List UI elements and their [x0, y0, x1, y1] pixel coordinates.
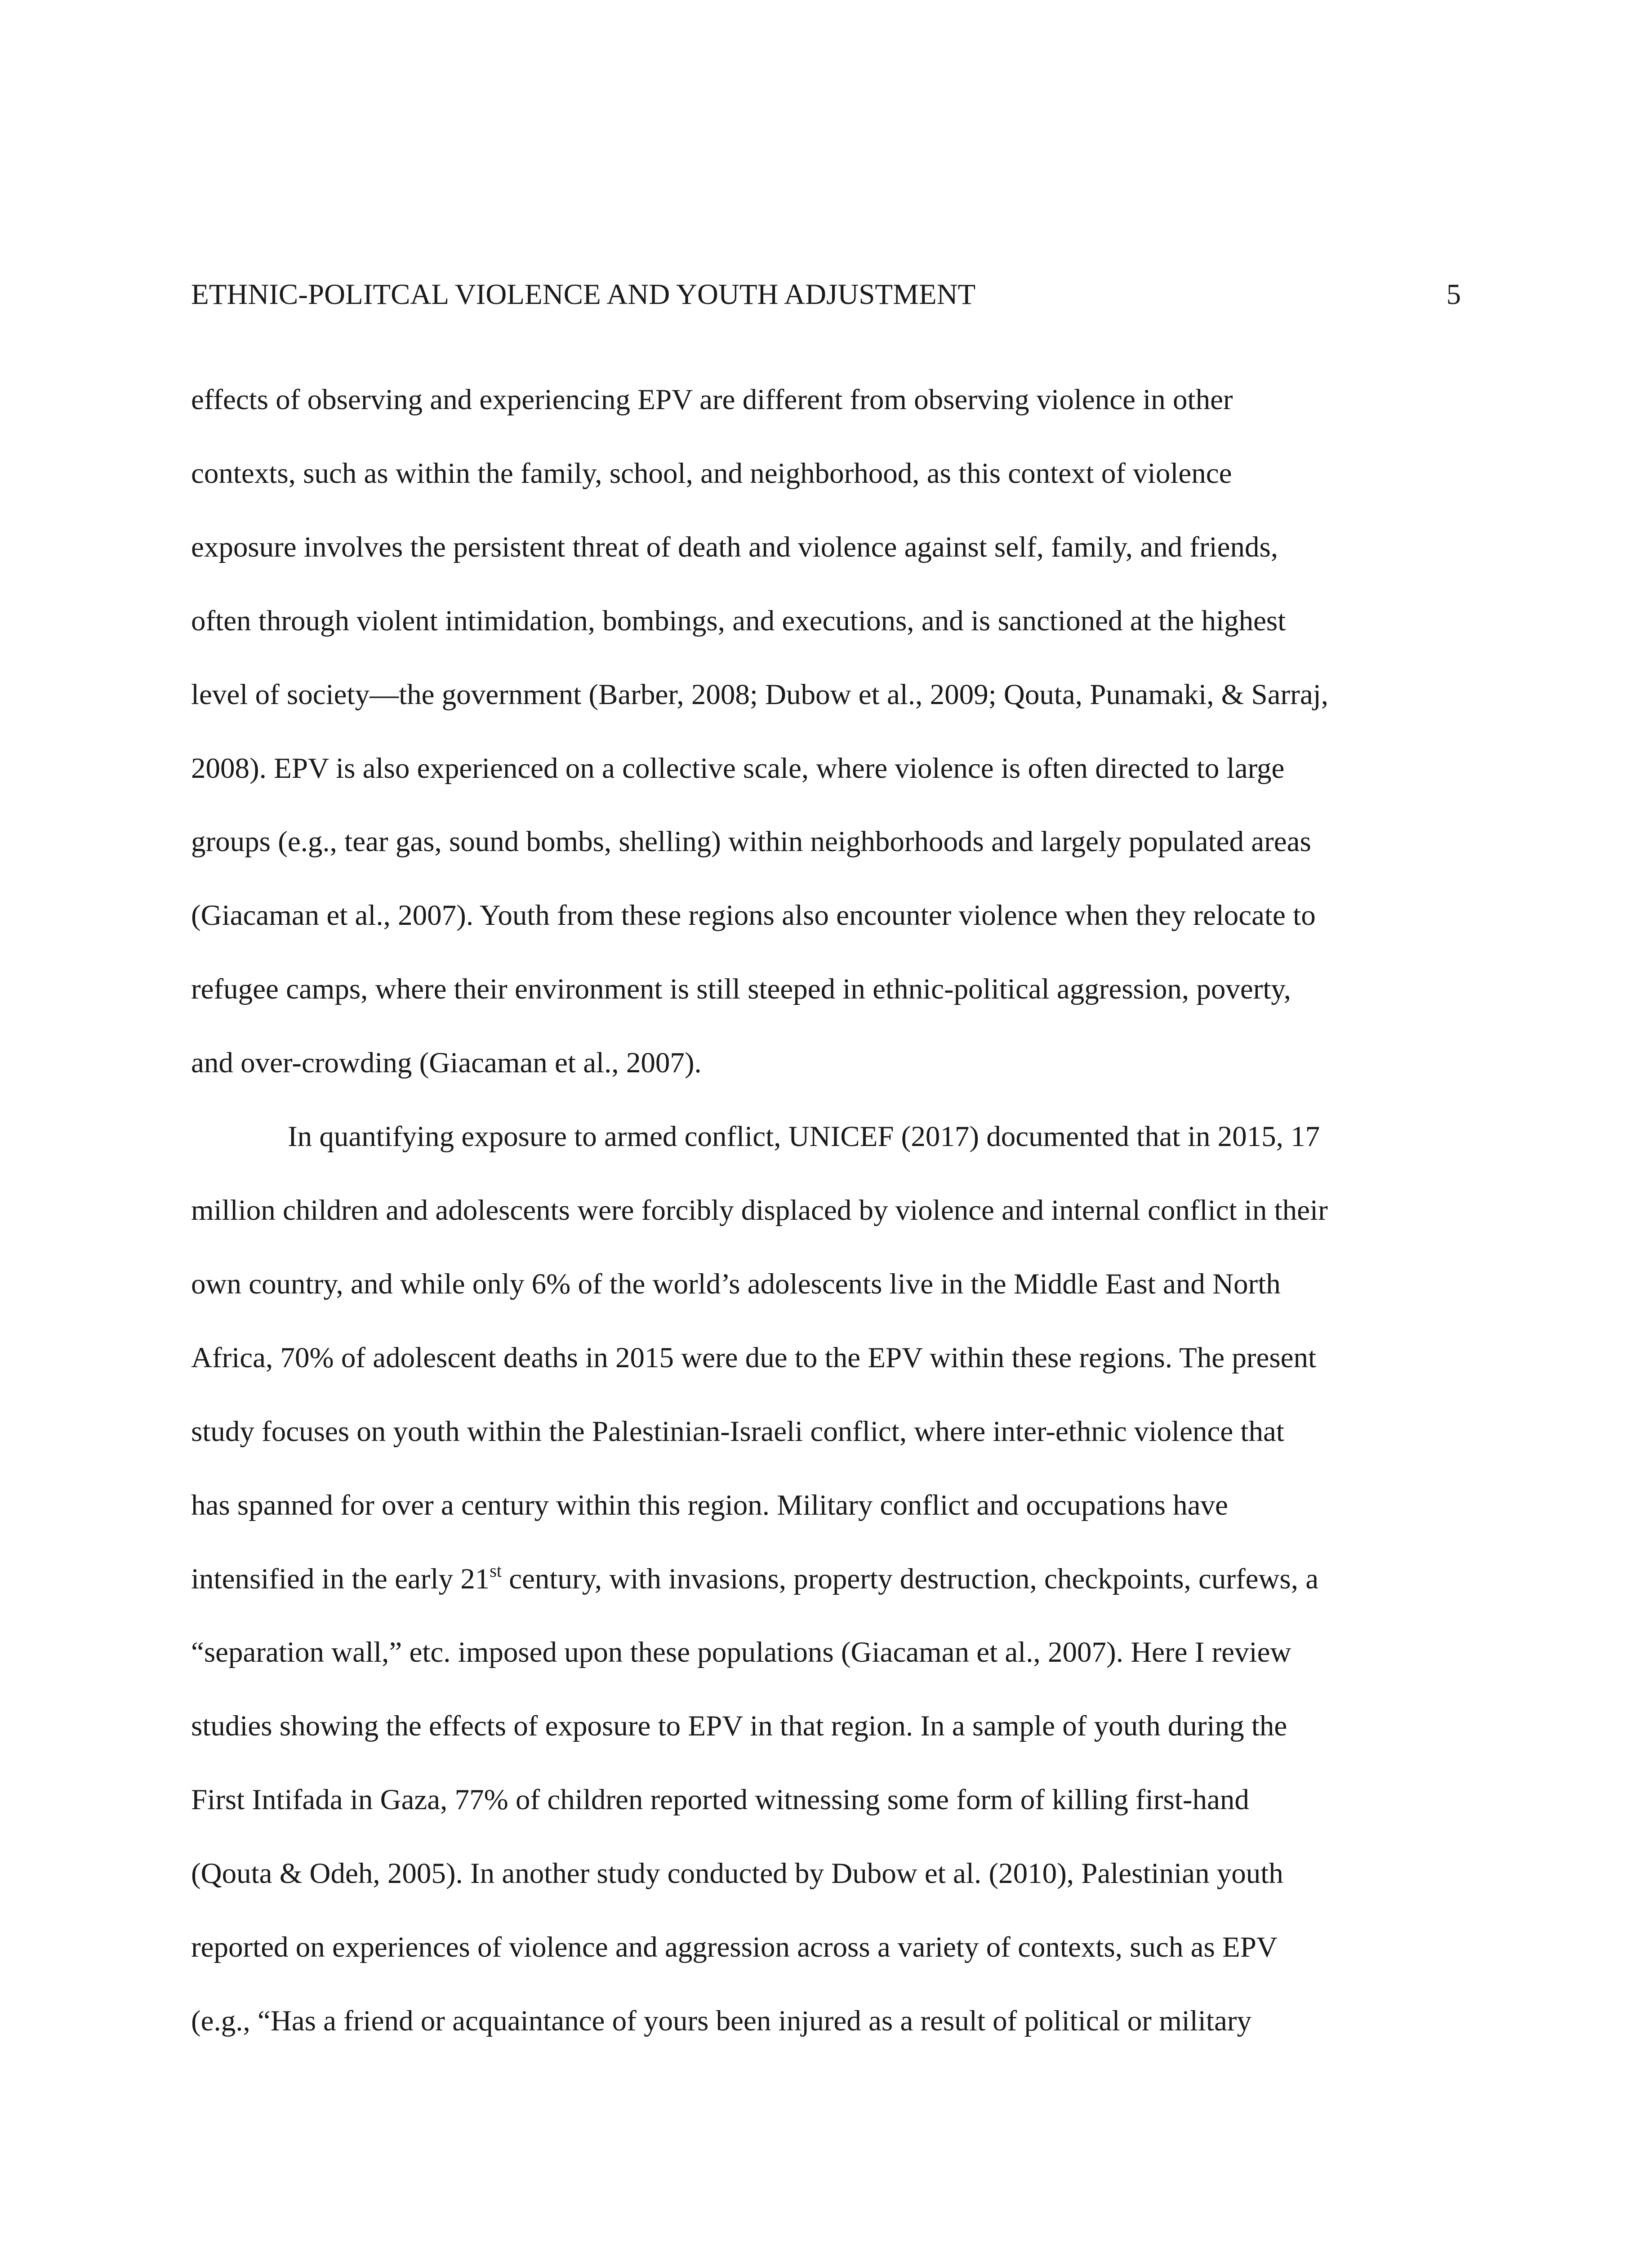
text-line: level of society—the government (Barber, 2008; Dubow et al., 2009; Qouta, Punamaki, & Sarraj, — [191, 678, 1328, 711]
text-line: million children and adolescents were forcibly displaced by violence and internal conflict in their — [191, 1194, 1328, 1227]
running-head — [191, 270, 1461, 319]
text-line: (Qouta & Odeh, 2005). In another study conducted by Dubow et al. (2010), Palestinian youth — [191, 1857, 1283, 1890]
text-line: often through violent intimidation, bombings, and executions, and is sanctioned at the highest — [191, 604, 1286, 637]
text-line: 2008). EPV is also experienced on a collective scale, where violence is often directed to large — [191, 752, 1285, 785]
text-line: In quantifying exposure to armed conflict, UNICEF (2017) documented that in 2015, 17 — [288, 1120, 1320, 1153]
ordinal-superscript: st — [490, 1560, 502, 1581]
text-line: Africa, 70% of adolescent deaths in 2015 were due to the EPV within these regions. The present — [191, 1341, 1317, 1374]
text-line: reported on experiences of violence and aggression across a variety of contexts, such as EPV — [191, 1931, 1278, 1964]
text-line: has spanned for over a century within this region. Military conflict and occupations have — [191, 1489, 1228, 1521]
text-line: studies showing the effects of exposure to EPV in that region. In a sample of youth during the — [191, 1710, 1287, 1743]
paragraph-2 — [191, 1100, 1461, 2058]
text-line: First Intifada in Gaza, 77% of children reported witnessing some form of killing first-hand — [191, 1784, 1249, 1816]
page-number: 5 — [1446, 278, 1461, 311]
text-line: study focuses on youth within the Palestinian-Israeli conflict, where inter-ethnic violence that — [191, 1415, 1284, 1448]
text-fragment: intensified in the early 21 — [191, 1562, 490, 1595]
text-line: and over-crowding (Giacaman et al., 2007). — [191, 1047, 702, 1079]
text-fragment: century, with invasions, property destruction, checkpoints, curfews, a — [501, 1562, 1319, 1595]
body-text — [191, 363, 1461, 2058]
text-line: refugee camps, where their environment is still steeped in ethnic-political aggression, poverty, — [191, 973, 1291, 1006]
paragraph-1 — [191, 363, 1461, 1100]
text-line: “separation wall,” etc. imposed upon these populations (Giacaman et al., 2007). Here I review — [191, 1636, 1291, 1669]
text-line: (e.g., “Has a friend or acquaintance of yours been injured as a result of political or military — [191, 2004, 1251, 2037]
running-head-title: ETHNIC-POLITCAL VIOLENCE AND YOUTH ADJUSTMENT — [191, 278, 976, 311]
text-line-with-superscript — [191, 1543, 1461, 1616]
text-line: groups (e.g., tear gas, sound bombs, shelling) within neighborhoods and largely populated areas — [191, 825, 1311, 858]
text-line: exposure involves the persistent threat of death and violence against self, family, and friends, — [191, 531, 1278, 563]
text-line: (Giacaman et al., 2007). Youth from these regions also encounter violence when they relocate to — [191, 899, 1316, 932]
text-line: effects of observing and experiencing EPV are different from observing violence in other — [191, 384, 1233, 416]
text-line: own country, and while only 6% of the world’s adolescents live in the Middle East and North — [191, 1267, 1281, 1300]
text-line: contexts, such as within the family, school, and neighborhood, as this context of violence — [191, 457, 1232, 490]
